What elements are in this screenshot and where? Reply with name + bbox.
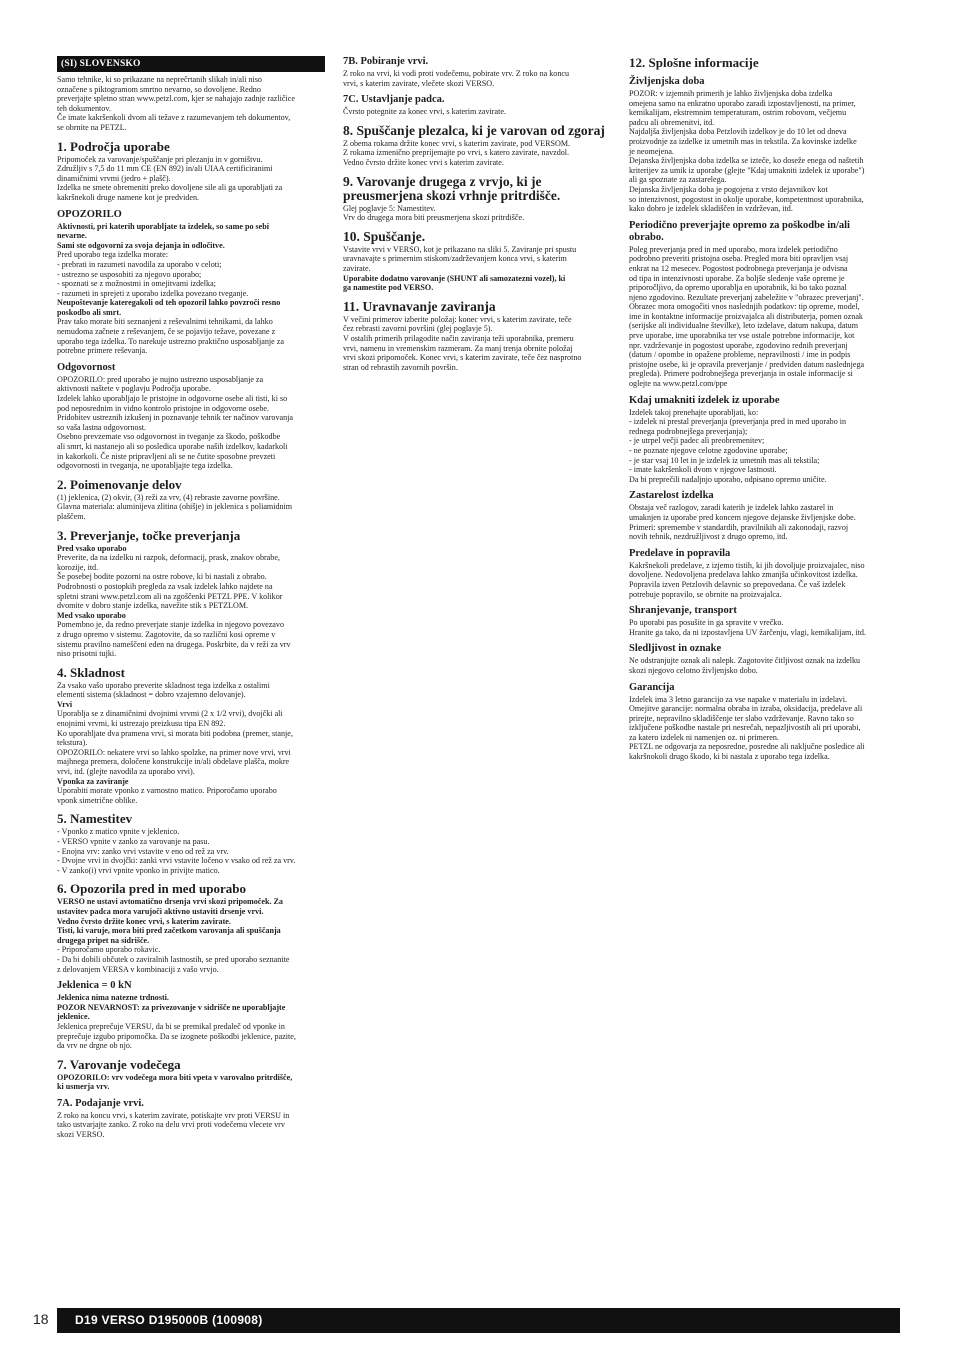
section-2-title: 2. Poimenovanje delov xyxy=(57,476,182,492)
storage-text: Po uporabi pas posušite in ga spravite v vrečko. Hranite ga tako, da ni izpostavljena UV žarčenju, vlagi, kemikalijam, itd. xyxy=(629,618,866,637)
section-7a-text: Z roko na koncu vrvi, s katerim zavirate, potiskajte vrv proti VERSU in tako ustvarjajte zanko. Z roko na delu vrvi proti vodečemu vlecete vrv skozi VERSO. xyxy=(57,1110,290,1140)
section-4-sub-1: Vrvi xyxy=(57,699,73,709)
section-12-title: 12. Splošne informacije xyxy=(629,55,759,70)
section-11-title: 11. Uravnavanje zaviranja xyxy=(343,298,496,314)
traceability-text: Ne odstranjujte oznak ali nalepk. Zagotovite čitljivost oznak na izdelku skozi njegovo celotno življenjsko dobo. xyxy=(629,656,861,675)
retire-text: Izdelek takoj prenehajte uporabljati, ko: - izdelek ni prestal preverjanja (preverjanja pred in med uporabo in rednega podrobnejšega preverjanja); - je utrpel večji padec ali preobremenitev; - ne poznate njegove celotne zgodovine uporabe; - je star vsaj 10 let in je izdelek iz umetnih mas ali tekstila; - imate kakršenkoli dvom v njegove lastnosti. Da bi preprečili nadaljnjo uporabo, odpisano opremo uničite. xyxy=(629,407,847,484)
section-9-text: Glej poglavje 5: Namestitev. Vrv do drugega mora biti preusmerjena skozi pritrdišče. xyxy=(343,203,525,223)
section-6-bold-1: VERSO ne ustavi avtomatično drsenja vrvi skozi pripomoček. Za ustavitev padca mora varujoči aktivno ustaviti drsenje vrvi. Vedno čvrsto držite konec vrvi, s katerim zavirate. Tisti, ki varuje, mora biti pred začetkom varovanja ali spuščanja drugega pripet na sidrišče. xyxy=(57,897,283,945)
section-6-text-2: Jeklenica preprečuje VERSU, da bi se premikal predaleč od vponke in preprečuje izgubo pripomočka. Da se izognete poškodbi jeklenice, pazite, da vrv ne drgne ob njo. xyxy=(57,1021,296,1051)
cable-title: Jeklenica = 0 kN xyxy=(57,980,132,992)
section-11-text: V večini primerov izberite položaj: konec vrvi, s katerim zavirate, teče čez rebrasti zavorni površini (glej poglavje 5). V ostalih primerih prilagodite način zaviranja teži uporabnika, premeru vrvi, namenu in vremenskim razmeram. Za manj trenja obrnite položaj vrvi skozi pripomoček. Konec vrvi, s katerim zavirate, teče čez nasprotno stran od rebrastih zavornih površin. xyxy=(343,314,582,372)
warning-title: OPOZORILO xyxy=(57,208,122,220)
section-7b-text: Z roko na vrvi, ki vodi proti vodečemu, pobirate vrv. Z roko na koncu vrvi, s katerim zavirate, vlečete skozi VERSO. xyxy=(343,69,570,88)
responsibility-text: OPOZORILO: pred uporabo je nujno ustrezno usposabljanje za aktivnosti naštete v poglavju Področja uporabe. Izdelek lahko uporabljajo le pristojne in odgovorne osebe ali tisti, ki so pod neposrednim in vidno kontrolo pristojne in odgovorne osebe. Pridobitev ustreznih izkušenj in poznavanje tehnik ter načinov varovanja so vaša lastna odgovornost. Osebno prevzemate vso odgovornost in tveganje za škodo, poškodbe ali smrt, ki nastanejo ali so posledica uporabe naših izdelkov, kadarkoli in kakorkoli. Če niste pripravljeni ali se ne čutite sposobne prevzeti odgovornosti in tveganja, ne uporabljajte tega izdelka. xyxy=(57,374,293,471)
language-label: (SI) SLOVENSKO xyxy=(57,56,325,72)
traceability-title: Sledljivost in oznake xyxy=(629,643,722,655)
warning-bold-2: Neupoštevanje kateregakoli od teh opozoril lahko povzroči resno poskodbo ali smrt. xyxy=(57,298,281,317)
section-4-title: 4. Skladnost xyxy=(57,664,125,680)
section-6-bold-2: Jeklenica nima natezne trdnosti. POZOR NEVARNOST: za privezovanje v sidrišče ne uporabljajte jeklenice. xyxy=(57,993,286,1022)
periodic-check-text: Poleg preverjanja pred in med uporabo, mora izdelek periodično podrobno preveriti pristojna oseba. Pregled mora biti opravljen vsaj enkrat na 12 mesecev. Pogostost podrobnega preverjanja je odvisna od tipa in intenzivnosti uporabe. Za boljše sledenje vaše opreme je priporočljivo, da opremo uporablja en uporabnik, ki bo tako poznal njeno zgodovino. Rezultate preverjanj zabeležite v "obrazec preverjanj". Obrazec mora omogočiti vnos naslednjih podatkov: tip opreme, model, ime in kontaktne informacije proizvajalca ali distributerja, pomen oznak (serijske ali individualne številke), leto izdelave, datum nakupa, datum prve uporabe, ime uporabnika ter vse ostale potrebne informacije, kot npr. vzdrževanje in pogostost uporabe, zgodovino rednih preverjanj (datum / opombe in opažene probleme, nepravilnosti / ime in podpis pristojne osebe, ki je opravila preverjanje / predviden datum naslednjega pregleda). Primere podrobnejšega preverjanja in ostale informacije si oglejte na www.petzl.com/ppe xyxy=(629,244,865,389)
section-7c-title: 7C. Ustavljanje padca. xyxy=(343,94,445,106)
section-3-text-2: Pomembno je, da redno preverjate stanje izdelka in njegovo povezavo z drugo opremo v sistemu. Zagotovite, da so različni kosi opreme v sistemu pravilno nameščeni eden na drugega. Poskrbite, da v reži za vrv niso prisotni tujki. xyxy=(57,620,291,659)
section-3-sub-1: Pred vsako uporabo xyxy=(57,543,127,553)
section-6-title: 6. Opozorila pred in med uporabo xyxy=(57,881,247,897)
section-7-bold-1: OPOZORILO: vrv vodečega mora biti vpeta v varovalno pritrdišče, ki usmerja vrv. xyxy=(57,1072,293,1092)
retire-title: Kdaj umakniti izdelek iz uporabe xyxy=(629,394,780,406)
section-10-title: 10. Spuščanje. xyxy=(343,228,426,244)
section-4-text-3: Uporabiti morate vponko z varnostno matico. Priporočamo uporabo vponk simetrične oblike. xyxy=(57,786,277,805)
section-1-title: 1. Področja uporabe xyxy=(57,138,170,154)
obsolescence-title: Zastarelost izdelka xyxy=(629,490,714,502)
section-7-title: 7. Varovanje vodečega xyxy=(57,1056,181,1072)
intro-text: Samo tehnike, ki so prikazane na neprečrtanih slikah in/ali niso označene s piktogramom smrtno nevarno, so dovoljene. Redno preverjajte spletno stran www.petzl.com, kjer se nahajajo zadnje različice teh dokumentov. Če imate kakršenkoli dvom ali težave z razumevanjem teh dokumentov, se obrnite na PETZL. xyxy=(57,75,295,132)
section-3-sub-2: Med vsako uporabo xyxy=(57,610,126,620)
section-4-text-1: Za vsako vašo uporabo preverite skladnost tega izdelka z ostalimi elementi sistema (skladnost = dobro vzajemno delovanje). xyxy=(57,680,270,700)
warranty-title: Garancija xyxy=(629,681,675,693)
section-8-text: Z obema rokama držite konec vrvi, s katerim zavirate, pod VERSOM. Z rokama izmenično prepríjemajte po vrvi, s katero zavirate, navzdol. Vedno čvrsto držite konec vrvi s katerim zavirate. xyxy=(343,138,571,167)
periodic-check-title: Periodično preverjajte opremo za poškodbe in/ali obrabo. xyxy=(629,219,850,243)
storage-title: Shranjevanje, transport xyxy=(629,605,737,617)
warranty-text: Izdelek ima 3 letno garancijo za vse napake v materialu in izdelavi. Omejitve garancije: normalna obraba in izraba, oksidacija, predelave ali prirejte, nepravilno skladiščenje ter slabo vzdrževanje. Ravno tako so izključene poškodbe nastale pri nesrečah, nepazljivostih ali pri uporabi, za katero izdelek ni namenjen oz. ni primeren. PETZL ne odgovarja za neposredne, posredne ali naključne posledice ali kakršnokoli drugo škodo, ki bi nastala z uporabo tega izdelka. xyxy=(629,694,865,762)
section-5-title: 5. Namestitev xyxy=(57,811,133,827)
column-left xyxy=(57,56,325,1140)
section-7b-title: 7B. Pobiranje vrvi. xyxy=(343,56,429,67)
section-1-text: Pripomoček za varovanje/spuščanje pri plezanju in v gorništvu. Združljiv s 7,5 do 11 mm CE (EN 892) in/ali UIAA certificiranimi dinamičnimi vrvmi (jedro + plašč). Izdelka ne smete obremeniti preko dovoljene sile ali ga uporabljati za kakršnekoli druge namene kot je predviden. xyxy=(57,154,283,202)
section-2-text: (1) jeklenica, (2) okvir, (3) reži za vrv, (4) rebraste zavorne površine. Glavna materiala: aluminijeva zlitina (ohišje) in jeklenica s poliamidnim plaščem. xyxy=(57,492,293,521)
document-reference: D19 VERSO D195000B (100908) xyxy=(57,1308,900,1333)
section-10-bold: Uporabite dodatno varovanje (SHUNT ali samozatezni vozel), ki ga namestite pod VERSO. xyxy=(343,273,566,293)
modifications-text: Kakršnekoli predelave, z izjemo tistih, ki jih dovoljuje proizvajalec, niso dovoljene. Nedovoljena predelava lahko zmanjša učinkovitost izdelka. Popravila izven Petzlovih delavnic so prepovedana. Če vaš izdelek potrebuje popravilo, se obrnite na proizvajalca. xyxy=(629,560,865,599)
section-10-text: Vstavite vrvi v VERSO, kot je prikazano na sliki 5. Zaviranje pri spustu uravnavajte s primernim stiskom/zadrževanjem konca vrvi, s katerim zavirate. xyxy=(343,244,577,273)
warning-bold-1: Aktivnosti, pri katerih uporabljate ta izdelek, so same po sebi nevarne. Sami ste odgovorni za svoja dejanja in odločitve. xyxy=(57,221,270,250)
column-right xyxy=(629,56,897,762)
obsolescence-text: Obstaja več razlogov, zaradi katerih je izdelek lahko zastarel in umaknjen iz uporabe pred koncem njegove dejanske življenjske dobe. Primeri: spremembe v standardih, pravilnikih ali zakonodaji, razvoj novih tehnik, nezdružljivost z drugo opremo, itd. xyxy=(629,503,856,542)
warning-text-2: Prav tako morate biti seznanjeni z reševalnimi tehnikami, da lahko nemudoma začnete z reševanjem, če se pojavijo težave, povezane z uporabo tega izdelka. To narekuje ustrezno praktično usposabljanje za potrebne primere reševanja. xyxy=(57,317,284,356)
section-7c-text: Čvrsto potegnite za konec vrvi, s katerim zavirate. xyxy=(343,107,506,117)
warning-text-1: Pred uporabo tega izdelka morate: - prebrati in razumeti navodila za uporabo v celoti; - ustrezno se usposobiti za njegovo uporabo; - spoznati se z možnostmi in omejitvami izdelka; - razumeti in sprejeti z uporabo izdelka povezano tveganje. xyxy=(57,250,249,298)
section-8-title: 8. Spuščanje plezalca, ki je varovan od zgoraj xyxy=(343,122,605,138)
section-7a-title: 7A. Podajanje vrvi. xyxy=(57,1097,144,1109)
section-9-title: 9. Varovanje drugega z vrvjo, ki je preusmerjena skozi vrhnje pritrdišče. xyxy=(343,173,561,203)
responsibility-title: Odgovornost xyxy=(57,361,116,373)
section-6-text-1: - Priporočamo uporabo rokavic. - Da bi dobili občutek o zaviralnih lastnostih, se pred uporabo seznanite z delovanjem VERSA v kombinaciji z vašo vrvjo. xyxy=(57,945,290,974)
section-3-title: 3. Preverjanje, točke preverjanja xyxy=(57,527,241,543)
modifications-title: Predelave in popravila xyxy=(629,547,731,559)
column-middle xyxy=(343,56,611,372)
lifetime-text: POZOR: v izjemnih primerih je lahko življenjska doba izdelka omejena samo na enkratno uporabo zaradi izpostavljenosti, na primer, kemikalijam, ekstremnim temperaturam, ostrim robovom, večjemu padcu ali obremenitvi, itd. Najdaljša življenjska doba Petzlovih izdelkov je do 10 let od dneva proizvodnje za izdelke iz umetnih mas in tekstila. Za kovinske izdelke je neomejena. Dejanska življenjska doba izdelka se izteče, ko doseže enega od naštetih kriterijev za umik iz uporabe (glejte "Kdaj umakniti izdelek iz uporabe") ali ga spoznate za zastarelega. Dejanska življenjska doba je pogojena z vrsto dejavnikov kot so intenzivnost, pogostost in okolje uporabe, kompetentnost uporabnika, kako dobro je izdelek skladiščen in vzdrževan, itd. xyxy=(629,89,865,214)
lifetime-title: Življenjska doba xyxy=(629,76,705,87)
page-number: 18 xyxy=(33,1311,49,1327)
section-4-text-2: Uporablja se z dinamičnimi dvojnimi vrvmi (2 x 1/2 vrvi), dvojčki ali enojnimi vrvmi, ki ustrezajo preizkusu tipa EN 892. Ko uporabljate dva pramena vrvi, si morata biti podobna (premer, stanje, tekstura). OPOZORILO: nekatere vrvi so lahko spolzke, na primer nove vrvi, vrvi majhnega premera, določene konstrukcije in/ali obdelave plašča, mokre vrvi, itd. (glejte navodila za uporabo vrvi). xyxy=(57,709,293,777)
section-4-sub-2: Vponka za zaviranje xyxy=(57,776,129,786)
section-3-text-1: Preverite, da na izdelku ni razpok, deformacij, prask, znakov obrabe, korozije, itd. Še posebej bodite pozorni na ostre robove, ki bi nastali z obrabo. Podrobnosti o postopkih pregleda za vsak izdelek lahko najdete na spletni strani www.petzl.com ali na zgoščenki PETZL PPE. V kolikor dvomite v dobro stanje izdelka, navežite stik s PETZLOM. xyxy=(57,553,283,611)
section-5-text: - Vponko z matico vpnite v jeklenico. - VERSO vpnite v zanko za varovanje na pasu. - Enojna vrv: zanko vrvi vstavite v eno od rež za vrv. - Dvojne vrvi in dvojčki: zanki vrvi vstavite ločeno v vsako od rež za vrv. - V zanko(i) vrvi vpnite vponko in privijte matico. xyxy=(57,827,296,875)
